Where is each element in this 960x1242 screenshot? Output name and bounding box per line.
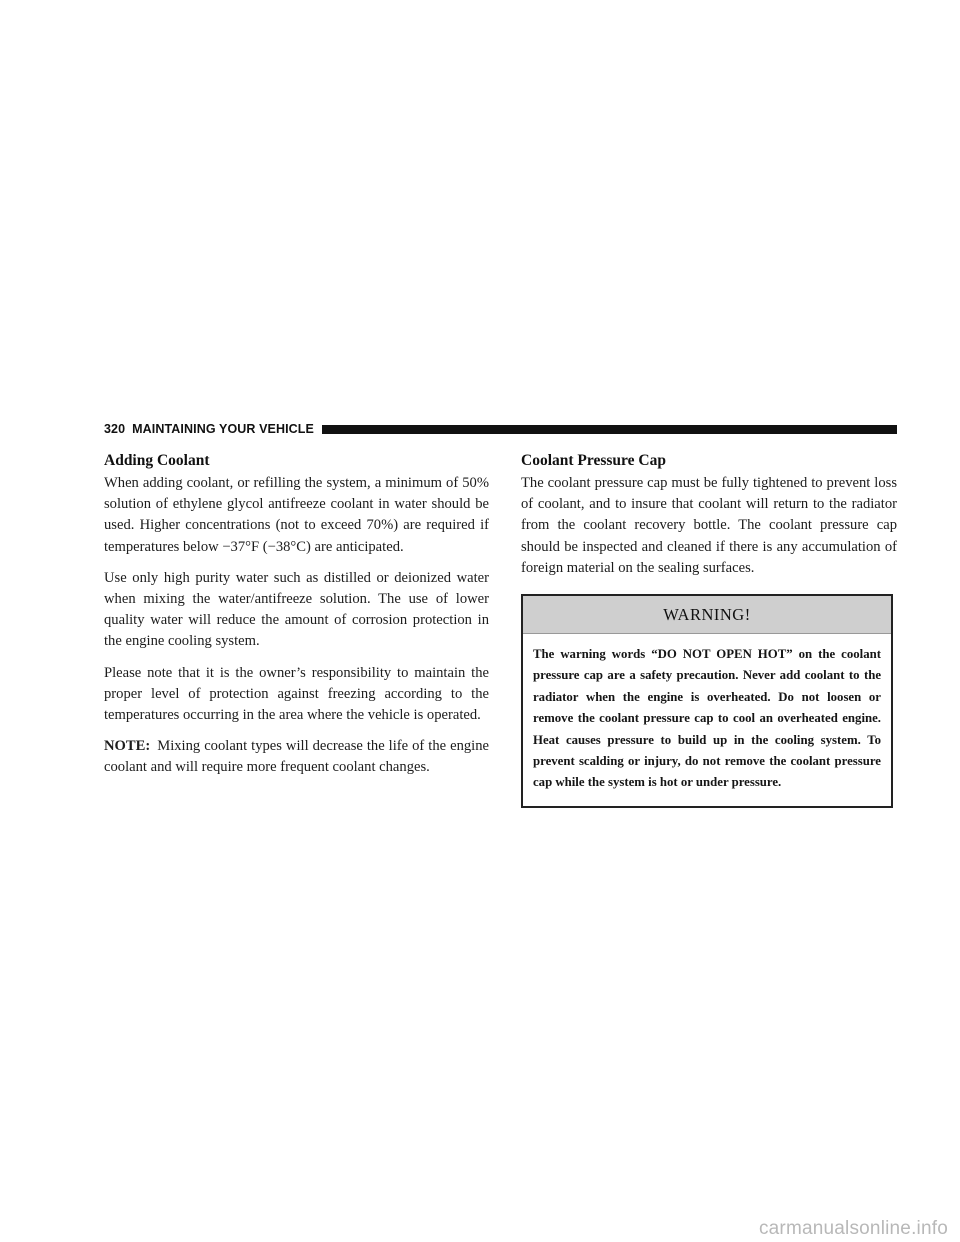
pressure-cap-heading: Coolant Pressure Cap: [521, 452, 666, 469]
warning-title: WARNING!: [523, 596, 891, 634]
note-paragraph: [104, 736, 489, 778]
note-label: NOTE:: [104, 738, 151, 755]
coolant-mix-paragraph: When adding coolant, or refilling the system, a minimum of 50% solution of ethylene glycol antifreeze coolant in water should be used. Higher concentrations (not to exceed 70%) are required if temperatures below −37°F (−38°C) are anticipated.: [104, 475, 489, 555]
page-number: 320: [104, 422, 126, 436]
page-header: [104, 421, 897, 437]
note-text: Mixing coolant types will decrease the life of the engine coolant and will require more frequent coolant changes.: [104, 738, 489, 776]
pressure-cap-paragraph: The coolant pressure cap must be fully tightened to prevent loss of coolant, and to insure that coolant will return to the radiator from the coolant recovery bottle. The coolant pressure cap should be inspected and cleaned if there is any accumulation of foreign material on the sealing surfaces.: [521, 475, 897, 576]
owner-responsibility-paragraph: Please note that it is the owner’s responsibility to maintain the proper level of protection against freezing according to the temperatures occurring in the area where the vehicle is operated.: [104, 664, 489, 724]
water-purity-paragraph: Use only high purity water such as distilled or deionized water when mixing the water/antifreeze solution. The use of lower quality water will reduce the amount of corrosion protection in the engine cooling system.: [104, 569, 489, 650]
warning-box: [521, 594, 893, 808]
right-column: [521, 451, 897, 808]
section-title: MAINTAINING YOUR VEHICLE: [132, 422, 314, 436]
adding-coolant-heading: Adding Coolant: [104, 452, 210, 469]
header-rule: [322, 425, 897, 434]
warning-text: The warning words “DO NOT OPEN HOT” on the coolant pressure cap are a safety precaution. Never add coolant to the radiator when the engine is overheated. Do not loosen or remove the coolant pressure cap to cool an overheated engine. Heat causes pressure to build up in the cooling system. To prevent scalding or injury, do not remove the coolant pressure cap while the system is hot or under pressure.: [533, 647, 881, 790]
watermark: carmanualsonline.info: [758, 1218, 948, 1239]
left-column: [104, 451, 489, 789]
